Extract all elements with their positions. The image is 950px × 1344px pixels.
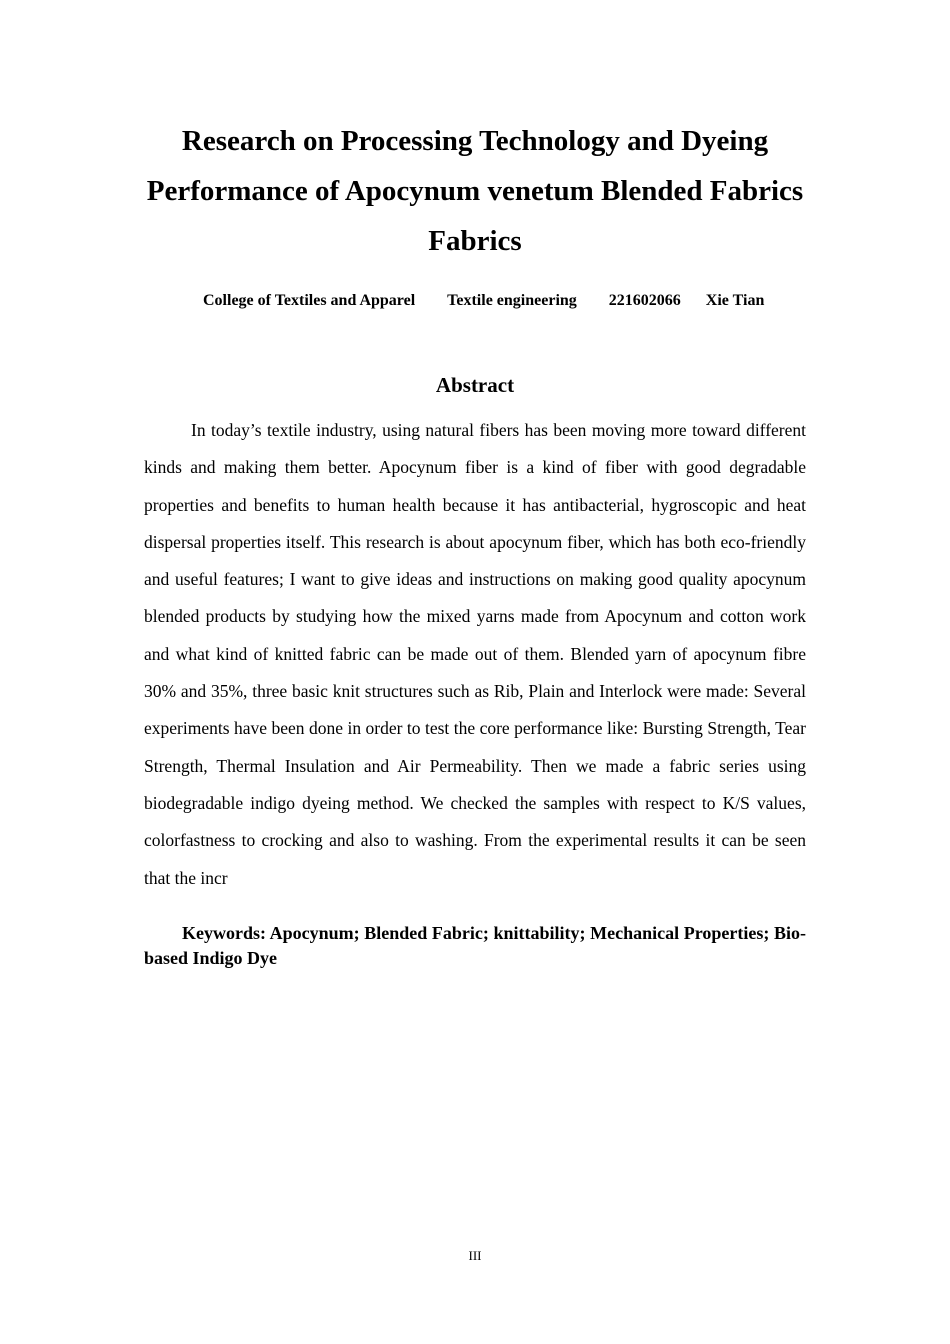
major-name: Textile engineering <box>447 292 577 309</box>
title-line-3: Fabrics <box>428 225 522 257</box>
student-id: 221602066 <box>608 292 681 309</box>
abstract-body: In today’s textile industry, using natural fibers has been moving more toward different kinds and making them better. Apocynum fiber is a kind of fiber with good degradable properties and benefits to human health because it has antibacterial, hygroscopic and heat dispersal properties itself. This research is about apocynum fiber, which has both eco-friendly and useful features; I want to give ideas and instructions on making good quality apocynum blended products by studying how the mixed yarns made from Apocynum and cotton work and what kind of knitted fabric can be made out of them. Blended yarn of apocynum fibre 30% and 35%, three basic knit structures such as Rib, Plain and Interlock were made: Several experiments have been done in order to test the core performance like: Bursting Strength, Tear Strength, Thermal Insulation and Air Permeability. Then we made a fabric series using biodegradable indigo dyeing method. We checked the samples with respect to K/S values, colorfastness to crocking and also to washing. From the experimental results it can be seen that the incr <box>144 420 806 888</box>
keywords-line: Keywords: Apocynum; Blended Fabric; knittability; Mechanical Properties; Bio-based Indigo Dye <box>144 923 806 968</box>
title-line-1: Research on Processing Technology and Dyeing <box>181 125 769 157</box>
author-info-line <box>203 290 764 312</box>
abstract-heading: Abstract <box>435 373 515 397</box>
paper-title <box>100 116 850 266</box>
title-line-2: Performance of Apocynum venetum Blended Fabrics <box>146 175 804 207</box>
college-name: College of Textiles and Apparel <box>203 292 416 309</box>
author-name: Xie Tian <box>705 292 765 309</box>
page-number: III <box>468 1248 482 1263</box>
